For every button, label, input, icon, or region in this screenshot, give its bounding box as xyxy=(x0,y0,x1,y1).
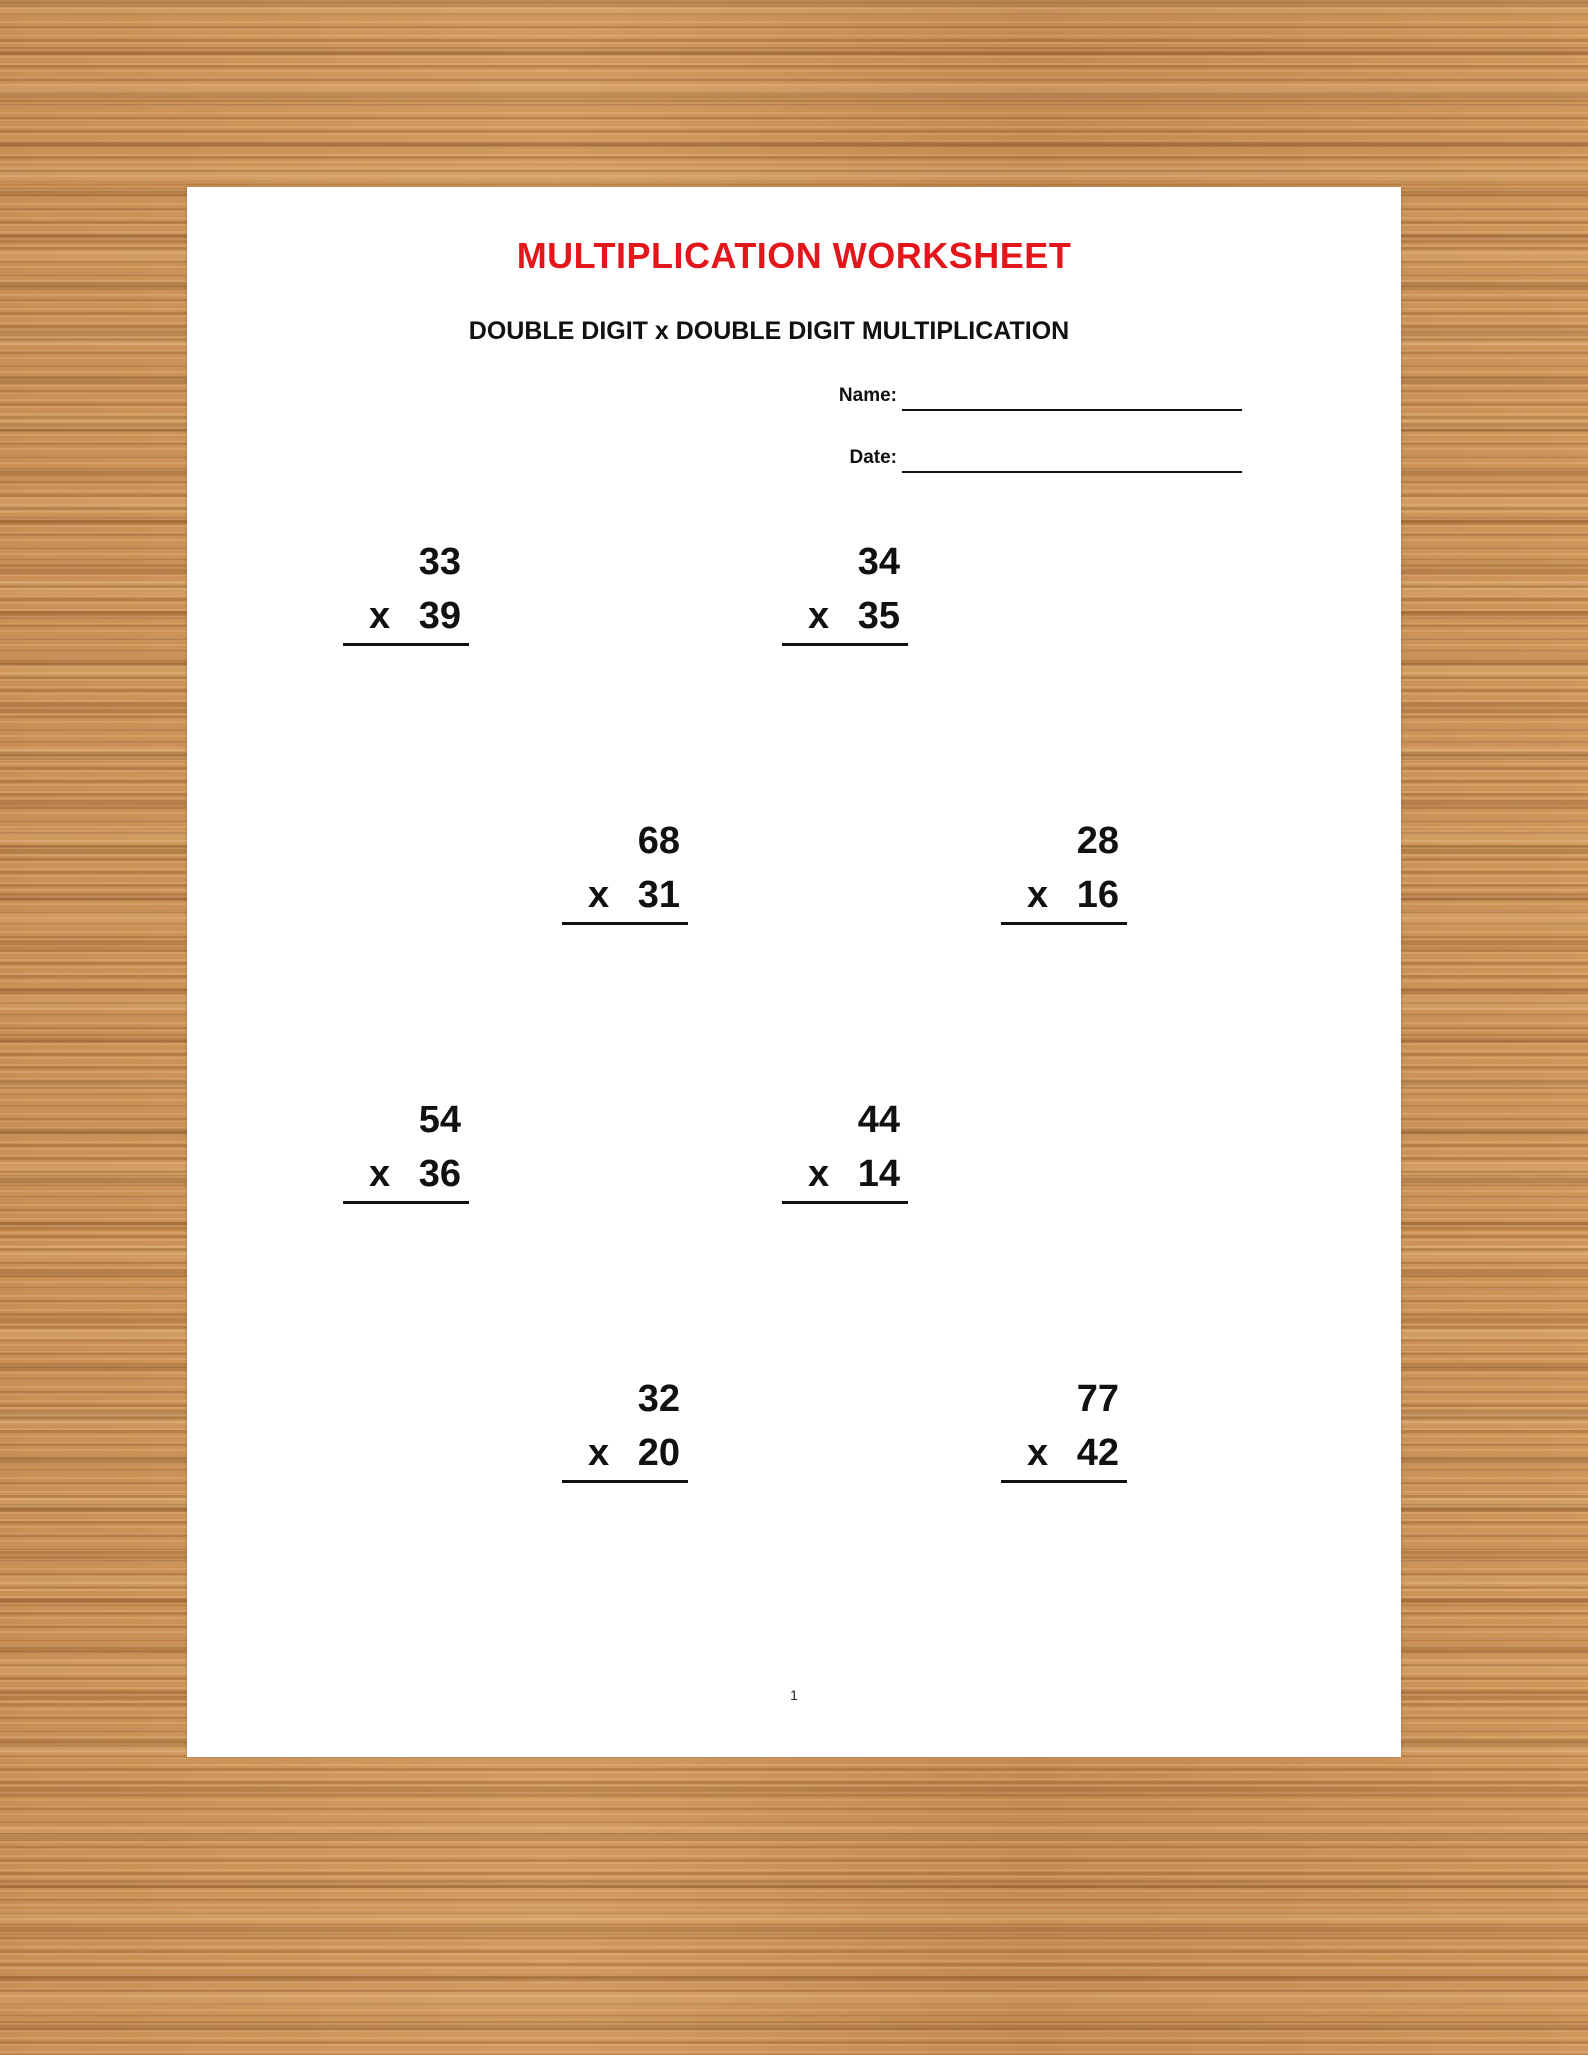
problem-1-bottom-row xyxy=(343,589,469,646)
problem-1-bottom-number: 39 xyxy=(418,595,461,637)
page-number: 1 xyxy=(790,1687,798,1703)
problem-4-bottom-number: 16 xyxy=(1076,874,1119,916)
name-label: Name: xyxy=(838,385,897,406)
problem-6-bottom-number: 14 xyxy=(857,1153,900,1195)
problem-5 xyxy=(343,1093,469,1204)
problem-7-bottom-row xyxy=(562,1426,688,1483)
worksheet-title: MULTIPLICATION WORKSHEET xyxy=(516,235,1072,276)
problem-8-top-number: 77 xyxy=(1076,1378,1119,1420)
problem-8-bottom-number: 42 xyxy=(1076,1432,1119,1474)
problem-3-top-number: 68 xyxy=(637,820,680,862)
problem-1 xyxy=(343,535,469,646)
problem-2 xyxy=(782,535,908,646)
problem-6-top-number: 44 xyxy=(857,1099,900,1141)
worksheet-subtitle: DOUBLE DIGIT x DOUBLE DIGIT MULTIPLICATION xyxy=(468,317,1070,345)
problem-2-bottom-number: 35 xyxy=(857,595,900,637)
problem-1-top-number: 33 xyxy=(418,541,461,583)
problem-5-bottom-number: 36 xyxy=(418,1153,461,1195)
multiply-sign: x xyxy=(1027,874,1049,916)
date-label: Date: xyxy=(849,447,897,468)
worksheet-page xyxy=(187,187,1401,1757)
multiply-sign: x xyxy=(588,1432,610,1474)
problem-7-top-number: 32 xyxy=(637,1378,680,1420)
problem-6-bottom-row xyxy=(782,1147,908,1204)
problem-6 xyxy=(782,1093,908,1204)
name-line[interactable] xyxy=(902,409,1242,411)
date-line[interactable] xyxy=(902,471,1242,473)
multiply-sign: x xyxy=(808,595,830,637)
problem-7-bottom-number: 20 xyxy=(637,1432,680,1474)
problem-7 xyxy=(562,1372,688,1483)
multiply-sign: x xyxy=(369,1153,391,1195)
problem-3-bottom-row xyxy=(562,868,688,925)
multiply-sign: x xyxy=(369,595,391,637)
problem-2-bottom-row xyxy=(782,589,908,646)
problem-4 xyxy=(1001,814,1127,925)
problem-5-bottom-row xyxy=(343,1147,469,1204)
multiply-sign: x xyxy=(588,874,610,916)
problem-4-top-number: 28 xyxy=(1076,820,1119,862)
problem-5-top-number: 54 xyxy=(418,1099,461,1141)
problem-8-bottom-row xyxy=(1001,1426,1127,1483)
multiply-sign: x xyxy=(1027,1432,1049,1474)
problem-8 xyxy=(1001,1372,1127,1483)
problem-3 xyxy=(562,814,688,925)
date-field[interactable] xyxy=(807,443,1247,473)
problem-2-top-number: 34 xyxy=(857,541,900,583)
problem-3-bottom-number: 31 xyxy=(637,874,680,916)
problem-4-bottom-row xyxy=(1001,868,1127,925)
name-field[interactable] xyxy=(807,381,1247,411)
multiply-sign: x xyxy=(808,1153,830,1195)
